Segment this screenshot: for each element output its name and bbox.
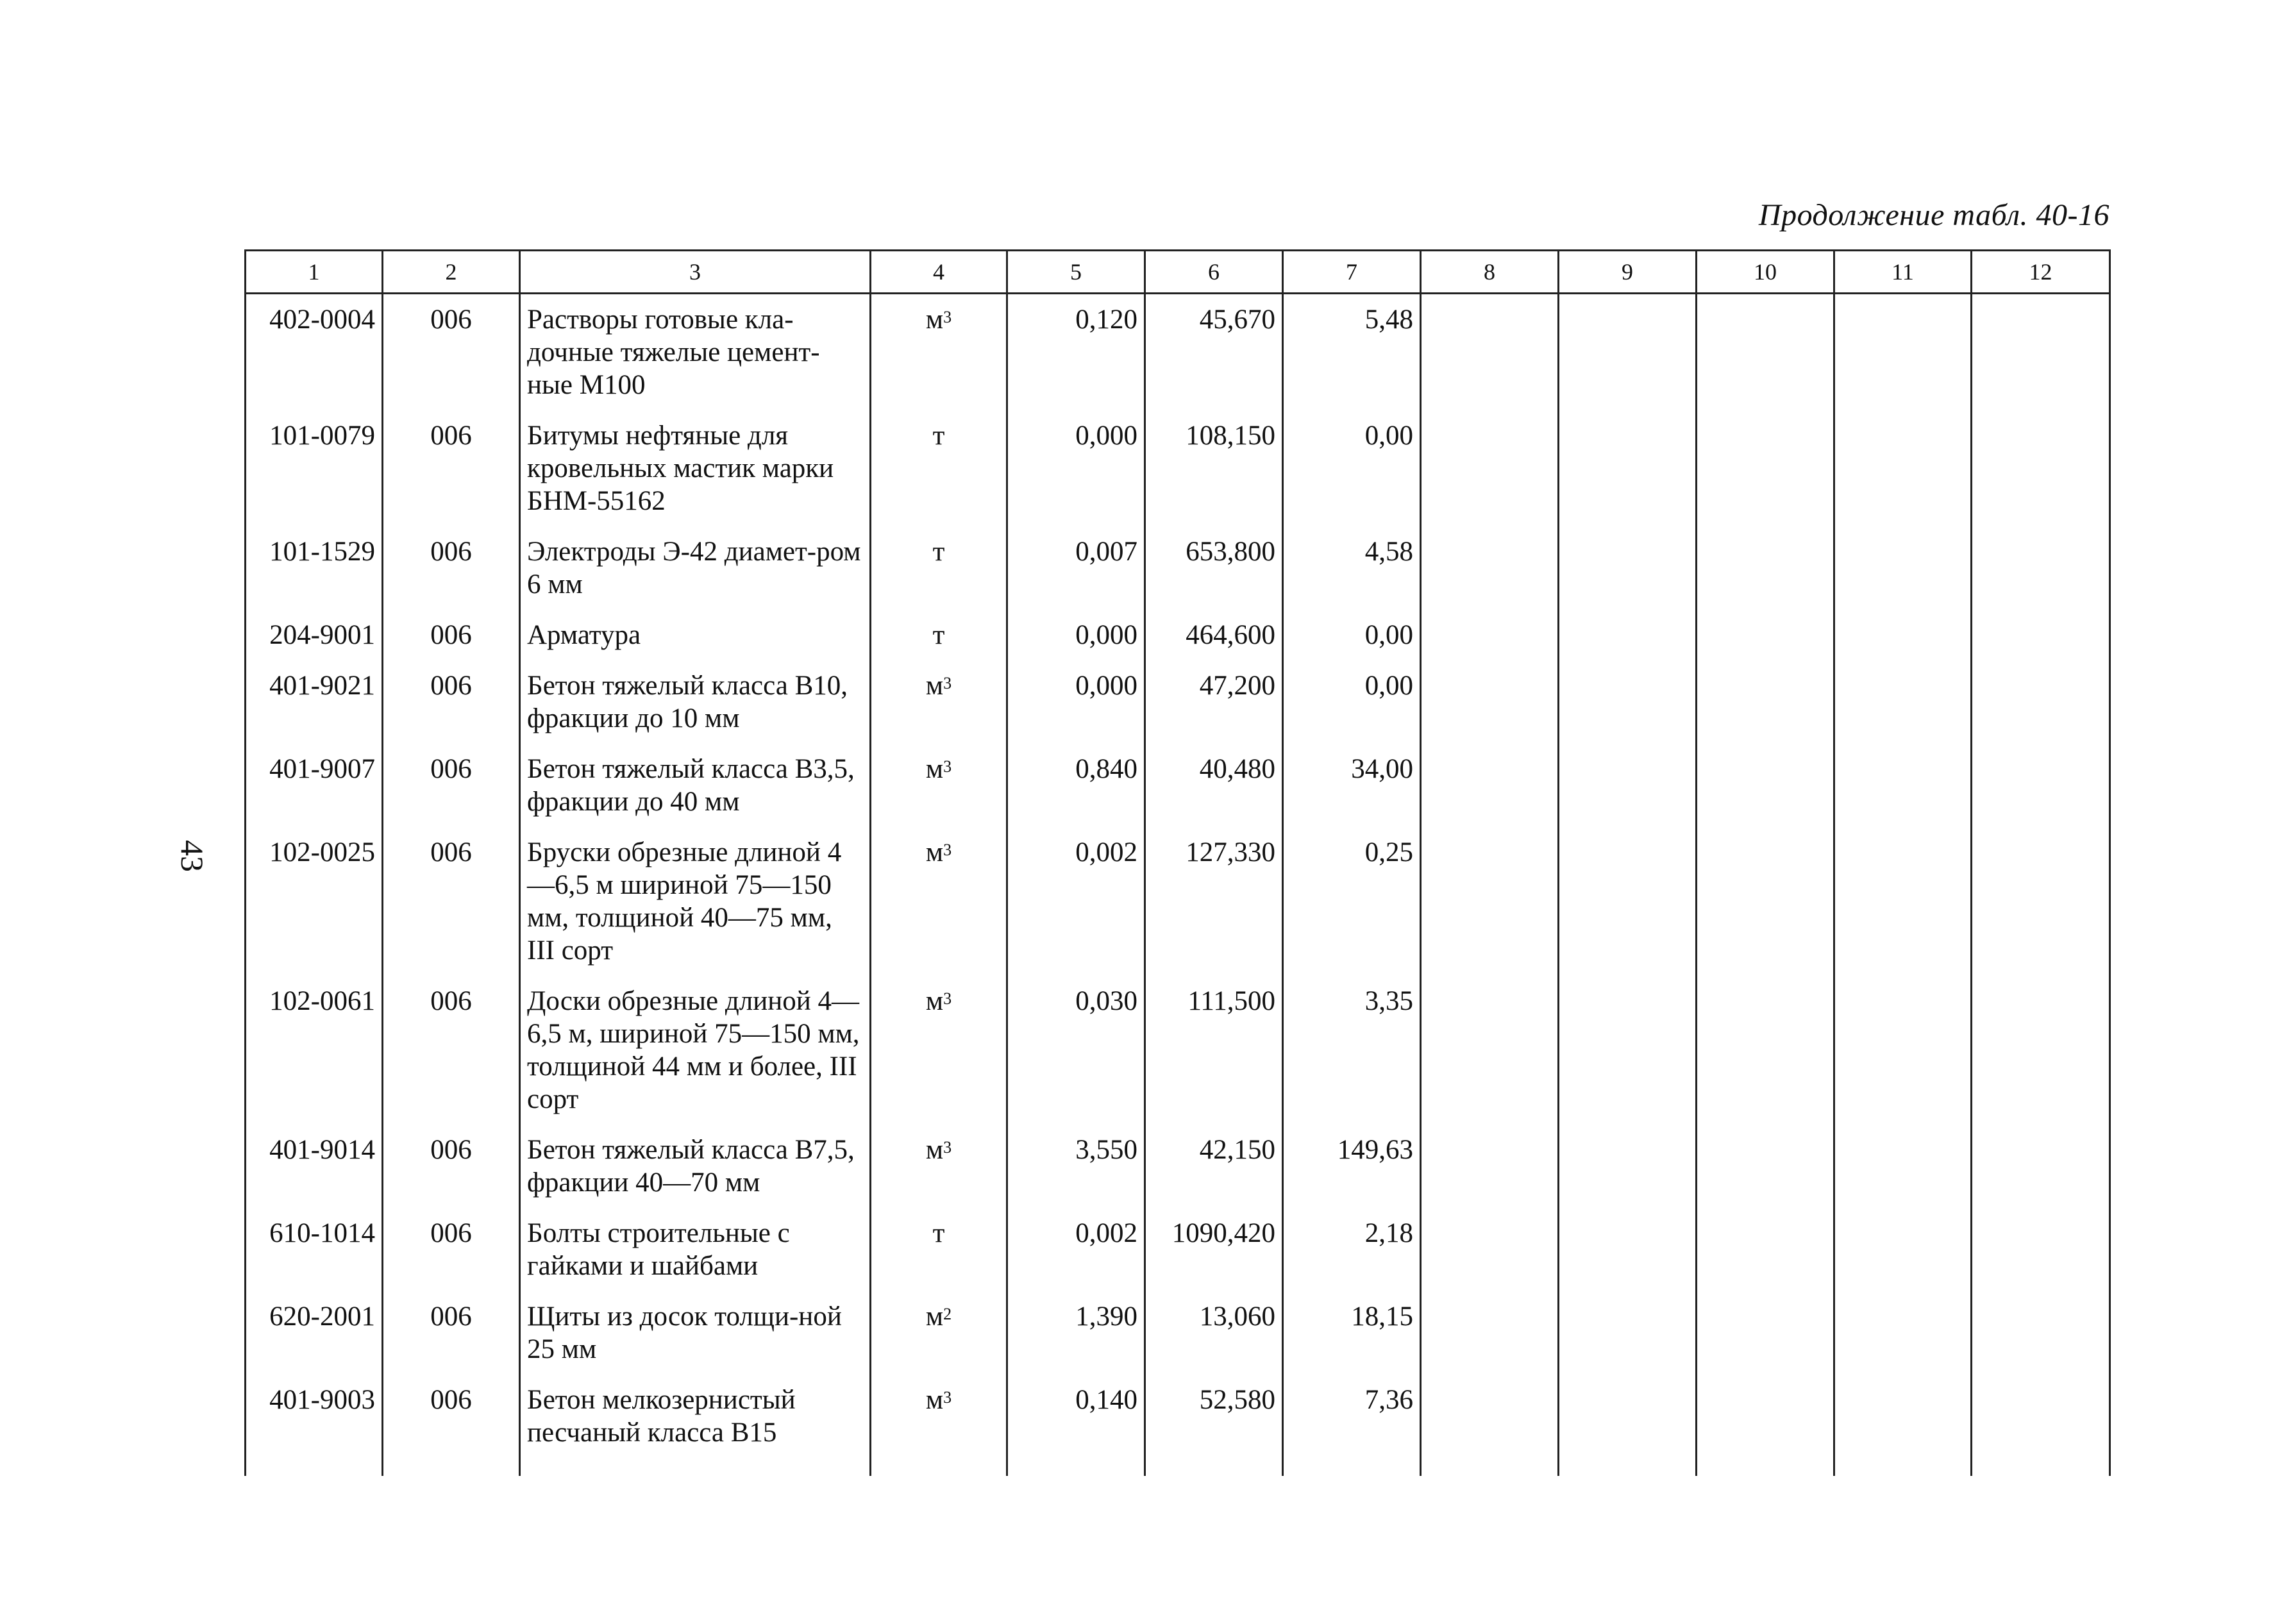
page-number: 43 xyxy=(174,840,210,872)
total-cell: 18,15 xyxy=(1283,1291,1421,1375)
code-cell: 401-9021 xyxy=(246,660,383,744)
empty-cell xyxy=(1421,526,1559,610)
empty-cell xyxy=(1421,1375,1559,1458)
resource-table xyxy=(244,249,2111,1476)
table-row xyxy=(246,976,2110,1125)
total-cell: 0,00 xyxy=(1283,410,1421,526)
empty-cell xyxy=(1972,660,2110,744)
empty-cell xyxy=(1972,1291,2110,1375)
empty-cell xyxy=(1559,660,1697,744)
empty-cell xyxy=(1834,1375,1972,1458)
empty-cell xyxy=(1972,827,2110,976)
quantity-cell: 1,390 xyxy=(1007,1291,1145,1375)
empty-cell xyxy=(1697,1291,1834,1375)
column-header: 9 xyxy=(1559,251,1697,294)
total-cell: 34,00 xyxy=(1283,744,1421,827)
number-cell: 006 xyxy=(383,1375,520,1458)
total-cell: 0,00 xyxy=(1283,660,1421,744)
number-cell: 006 xyxy=(383,410,520,526)
unit-cell xyxy=(871,294,1007,411)
unit-label: м xyxy=(925,1135,944,1165)
unit-label: м xyxy=(925,1302,944,1332)
quantity-cell: 0,840 xyxy=(1007,744,1145,827)
empty-cell xyxy=(1697,294,1834,411)
column-header: 2 xyxy=(383,251,520,294)
empty-cell xyxy=(1972,610,2110,660)
quantity-cell: 3,550 xyxy=(1007,1125,1145,1208)
empty-cell xyxy=(383,1458,520,1476)
empty-cell xyxy=(1421,610,1559,660)
table-row xyxy=(246,1208,2110,1291)
empty-cell xyxy=(1697,1208,1834,1291)
empty-cell xyxy=(1559,976,1697,1125)
name-cell: Бетон мелкозернистый песчаный класса В15 xyxy=(520,1375,871,1458)
code-cell: 401-9014 xyxy=(246,1125,383,1208)
quantity-cell: 0,002 xyxy=(1007,1208,1145,1291)
name-cell: Щиты из досок толщи-ной 25 мм xyxy=(520,1291,871,1375)
column-header: 1 xyxy=(246,251,383,294)
total-cell: 3,35 xyxy=(1283,976,1421,1125)
price-cell: 464,600 xyxy=(1145,610,1283,660)
code-cell: 620-2001 xyxy=(246,1291,383,1375)
unit-label: т xyxy=(932,537,945,567)
empty-cell xyxy=(1697,976,1834,1125)
table-row xyxy=(246,610,2110,660)
number-cell: 006 xyxy=(383,744,520,827)
table-row xyxy=(246,1375,2110,1458)
code-cell: 610-1014 xyxy=(246,1208,383,1291)
unit-exponent: 3 xyxy=(943,841,952,859)
unit-cell xyxy=(871,610,1007,660)
spacer-row xyxy=(246,1458,2110,1476)
empty-cell xyxy=(1697,610,1834,660)
empty-cell xyxy=(1834,1208,1972,1291)
empty-cell xyxy=(1559,744,1697,827)
table-row xyxy=(246,660,2110,744)
number-cell: 006 xyxy=(383,1291,520,1375)
empty-cell xyxy=(1421,827,1559,976)
unit-cell xyxy=(871,660,1007,744)
unit-exponent: 3 xyxy=(943,674,952,692)
unit-cell xyxy=(871,1125,1007,1208)
empty-cell xyxy=(1972,1125,2110,1208)
name-cell: Бетон тяжелый класса В7,5, фракции 40—70 мм xyxy=(520,1125,871,1208)
price-cell: 47,200 xyxy=(1145,660,1283,744)
code-cell: 401-9003 xyxy=(246,1375,383,1458)
name-cell: Болты строительные с гайками и шайбами xyxy=(520,1208,871,1291)
empty-cell xyxy=(1145,1458,1283,1476)
empty-cell xyxy=(1972,744,2110,827)
unit-exponent: 3 xyxy=(943,1388,952,1407)
price-cell: 40,480 xyxy=(1145,744,1283,827)
empty-cell xyxy=(1834,744,1972,827)
quantity-cell: 0,000 xyxy=(1007,610,1145,660)
unit-exponent: 3 xyxy=(943,989,952,1008)
empty-cell xyxy=(1283,1458,1421,1476)
price-cell: 108,150 xyxy=(1145,410,1283,526)
table-row xyxy=(246,744,2110,827)
number-cell: 006 xyxy=(383,827,520,976)
unit-cell xyxy=(871,1375,1007,1458)
empty-cell xyxy=(1559,294,1697,411)
table-row xyxy=(246,526,2110,610)
empty-cell xyxy=(246,1458,383,1476)
price-cell: 127,330 xyxy=(1145,827,1283,976)
empty-cell xyxy=(1834,1291,1972,1375)
empty-cell xyxy=(1697,526,1834,610)
table-row xyxy=(246,827,2110,976)
name-cell: Доски обрезные длиной 4—6,5 м, шириной 75—150 мм, толщиной 44 мм и более, III сорт xyxy=(520,976,871,1125)
empty-cell xyxy=(1007,1458,1145,1476)
empty-cell xyxy=(1421,1125,1559,1208)
code-cell: 102-0025 xyxy=(246,827,383,976)
name-cell: Бетон тяжелый класса В10, фракции до 10 мм xyxy=(520,660,871,744)
unit-cell xyxy=(871,1208,1007,1291)
column-header: 11 xyxy=(1834,251,1972,294)
empty-cell xyxy=(871,1458,1007,1476)
empty-cell xyxy=(1834,294,1972,411)
empty-cell xyxy=(1972,976,2110,1125)
empty-cell xyxy=(1972,410,2110,526)
number-cell: 006 xyxy=(383,610,520,660)
column-header: 4 xyxy=(871,251,1007,294)
empty-cell xyxy=(1421,1458,1559,1476)
empty-cell xyxy=(1834,610,1972,660)
unit-exponent: 3 xyxy=(943,757,952,776)
empty-cell xyxy=(1697,1375,1834,1458)
number-cell: 006 xyxy=(383,660,520,744)
code-cell: 102-0061 xyxy=(246,976,383,1125)
unit-exponent: 2 xyxy=(943,1305,952,1323)
unit-label: м xyxy=(925,1385,944,1415)
column-header: 12 xyxy=(1972,251,2110,294)
empty-cell xyxy=(1834,1458,1972,1476)
column-header: 8 xyxy=(1421,251,1559,294)
empty-cell xyxy=(1421,976,1559,1125)
empty-cell xyxy=(1834,976,1972,1125)
empty-cell xyxy=(1559,827,1697,976)
empty-cell xyxy=(1559,1458,1697,1476)
table-row xyxy=(246,410,2110,526)
name-cell: Бруски обрезные длиной 4—6,5 м шириной 75—150 мм, толщиной 40—75 мм, III сорт xyxy=(520,827,871,976)
name-cell: Бетон тяжелый класса В3,5, фракции до 40 мм xyxy=(520,744,871,827)
empty-cell xyxy=(1834,526,1972,610)
empty-cell xyxy=(1697,744,1834,827)
total-cell: 5,48 xyxy=(1283,294,1421,411)
empty-cell xyxy=(1559,1208,1697,1291)
price-cell: 653,800 xyxy=(1145,526,1283,610)
price-cell: 42,150 xyxy=(1145,1125,1283,1208)
unit-cell xyxy=(871,976,1007,1125)
empty-cell xyxy=(1697,827,1834,976)
empty-cell xyxy=(1421,294,1559,411)
unit-label: т xyxy=(932,620,945,650)
empty-cell xyxy=(1972,1375,2110,1458)
table-caption: Продолжение табл. 40-16 xyxy=(1758,198,2109,232)
code-cell: 402-0004 xyxy=(246,294,383,411)
header-row xyxy=(246,251,2110,294)
empty-cell xyxy=(1972,294,2110,411)
price-cell: 13,060 xyxy=(1145,1291,1283,1375)
total-cell: 149,63 xyxy=(1283,1125,1421,1208)
column-header: 5 xyxy=(1007,251,1145,294)
empty-cell xyxy=(1834,827,1972,976)
empty-cell xyxy=(1559,1291,1697,1375)
table-body xyxy=(246,294,2110,1477)
unit-cell xyxy=(871,410,1007,526)
empty-cell xyxy=(1834,1125,1972,1208)
quantity-cell: 0,000 xyxy=(1007,660,1145,744)
code-cell: 401-9007 xyxy=(246,744,383,827)
quantity-cell: 0,000 xyxy=(1007,410,1145,526)
empty-cell xyxy=(1559,610,1697,660)
unit-label: м xyxy=(925,671,944,701)
total-cell: 2,18 xyxy=(1283,1208,1421,1291)
column-header: 7 xyxy=(1283,251,1421,294)
empty-cell xyxy=(1421,744,1559,827)
code-cell: 101-1529 xyxy=(246,526,383,610)
number-cell: 006 xyxy=(383,526,520,610)
empty-cell xyxy=(1559,410,1697,526)
unit-label: м xyxy=(925,305,944,335)
empty-cell xyxy=(1559,1375,1697,1458)
quantity-cell: 0,002 xyxy=(1007,827,1145,976)
price-cell: 111,500 xyxy=(1145,976,1283,1125)
empty-cell xyxy=(1834,410,1972,526)
price-cell: 45,670 xyxy=(1145,294,1283,411)
name-cell: Арматура xyxy=(520,610,871,660)
quantity-cell: 0,030 xyxy=(1007,976,1145,1125)
name-cell: Электроды Э-42 диамет-ром 6 мм xyxy=(520,526,871,610)
number-cell: 006 xyxy=(383,1125,520,1208)
column-header: 10 xyxy=(1697,251,1834,294)
empty-cell xyxy=(1559,526,1697,610)
price-cell: 52,580 xyxy=(1145,1375,1283,1458)
unit-cell xyxy=(871,744,1007,827)
quantity-cell: 0,007 xyxy=(1007,526,1145,610)
unit-label: м xyxy=(925,754,944,784)
empty-cell xyxy=(1421,410,1559,526)
total-cell: 7,36 xyxy=(1283,1375,1421,1458)
unit-cell xyxy=(871,1291,1007,1375)
unit-label: м xyxy=(925,837,944,867)
empty-cell xyxy=(1697,660,1834,744)
unit-label: т xyxy=(932,421,945,451)
quantity-cell: 0,120 xyxy=(1007,294,1145,411)
column-header: 6 xyxy=(1145,251,1283,294)
empty-cell xyxy=(1421,660,1559,744)
empty-cell xyxy=(1697,1458,1834,1476)
unit-cell xyxy=(871,526,1007,610)
code-cell: 204-9001 xyxy=(246,610,383,660)
unit-label: т xyxy=(932,1218,945,1248)
empty-cell xyxy=(1972,1208,2110,1291)
column-header: 3 xyxy=(520,251,871,294)
empty-cell xyxy=(1697,410,1834,526)
empty-cell xyxy=(520,1458,871,1476)
number-cell: 006 xyxy=(383,294,520,411)
empty-cell xyxy=(1697,1125,1834,1208)
empty-cell xyxy=(1421,1208,1559,1291)
unit-cell xyxy=(871,827,1007,976)
total-cell: 4,58 xyxy=(1283,526,1421,610)
empty-cell xyxy=(1559,1125,1697,1208)
empty-cell xyxy=(1972,1458,2110,1476)
number-cell: 006 xyxy=(383,1208,520,1291)
unit-exponent: 3 xyxy=(943,308,952,326)
unit-exponent: 3 xyxy=(943,1138,952,1157)
number-cell: 006 xyxy=(383,976,520,1125)
table-row xyxy=(246,1291,2110,1375)
empty-cell xyxy=(1972,526,2110,610)
table-row xyxy=(246,1125,2110,1208)
total-cell: 0,00 xyxy=(1283,610,1421,660)
empty-cell xyxy=(1834,660,1972,744)
total-cell: 0,25 xyxy=(1283,827,1421,976)
empty-cell xyxy=(1421,1291,1559,1375)
code-cell: 101-0079 xyxy=(246,410,383,526)
name-cell: Битумы нефтяные для кровельных мастик марки БНМ-55162 xyxy=(520,410,871,526)
unit-label: м xyxy=(925,986,944,1016)
quantity-cell: 0,140 xyxy=(1007,1375,1145,1458)
table-row xyxy=(246,294,2110,411)
price-cell: 1090,420 xyxy=(1145,1208,1283,1291)
name-cell: Растворы готовые кла-дочные тяжелые цемент-ные М100 xyxy=(520,294,871,411)
